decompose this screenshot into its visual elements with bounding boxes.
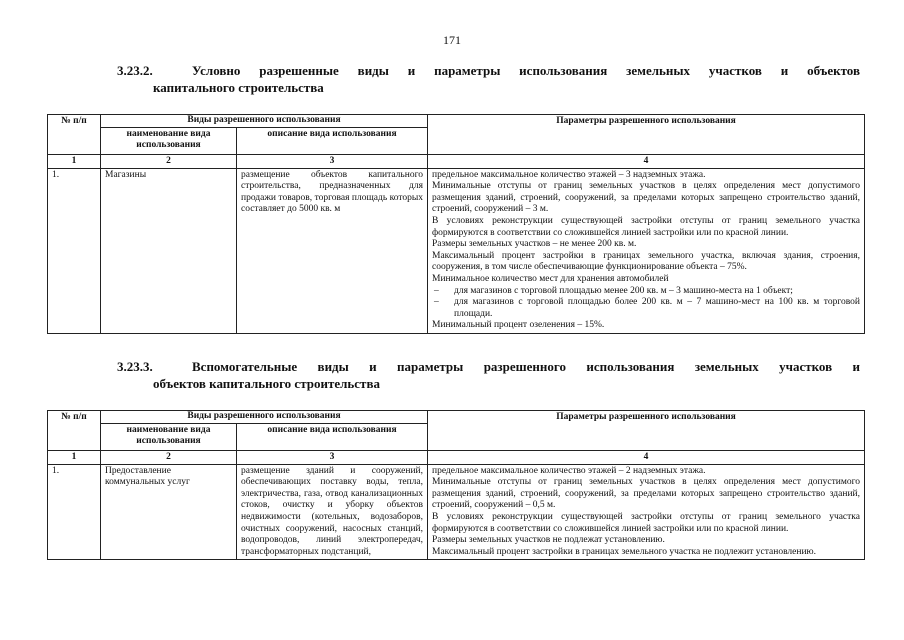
table-conditional-uses	[47, 114, 865, 334]
table-auxiliary-uses	[47, 410, 865, 560]
section-title-line1: Условно разрешенные виды и параметры использования земельных участков и объектов	[192, 63, 860, 78]
dash-bullet: –	[434, 297, 439, 308]
bullet-item	[432, 297, 860, 320]
param-text: Минимальные отступы от границ земельных участков в целях определения мест допустимого размещения зданий, строений, сооружений, за пределами которых запрещено строительство зданий, строений, сооружений – 0,5 м.	[432, 477, 860, 511]
param-text: Минимальные отступы от границ земельных участков в целях определения мест допустимого размещения зданий, строений, сооружений, за пределами которых запрещено строительство зданий, строений, сооружений – 3 м.	[432, 181, 860, 215]
param-text: Минимальный процент озеленения – 15%.	[432, 320, 605, 331]
param-text: предельное максимальное количество этажей – 3 надземных этажа.	[432, 169, 706, 180]
table-row	[48, 464, 865, 560]
section-number: 3.23.2.	[117, 63, 153, 78]
header-num: № п/п	[48, 411, 101, 451]
header-num: № п/п	[48, 115, 101, 155]
section-number: 3.23.3.	[117, 359, 153, 374]
param-text: В условиях реконструкции существующей застройки отступы от границ земельного участка формируются в соответствии со сложившейся линией застройки или по красной линии.	[432, 215, 860, 238]
index-cell: 2	[101, 450, 237, 464]
index-cell: 1	[48, 450, 101, 464]
param-text: Максимальный процент застройки в границах земельного участка, включая здания, строения, сооружения, в том числе обеспечивающие функционирование объекта – 75%.	[432, 250, 860, 273]
index-cell: 2	[101, 154, 237, 168]
section-heading-2	[117, 358, 860, 392]
header-types: Виды разрешенного использования	[101, 115, 428, 128]
table-row	[48, 168, 865, 333]
index-cell: 3	[237, 154, 428, 168]
header-params: Параметры разрешенного использования	[428, 411, 865, 451]
header-types: Виды разрешенного использования	[101, 411, 428, 424]
section-heading-1	[117, 62, 860, 96]
row-num: 1.	[48, 168, 101, 333]
page-number: 171	[443, 33, 461, 47]
index-cell: 3	[237, 450, 428, 464]
section-title-line1: Вспомогательные виды и параметры разрешенного использования земельных участков и	[192, 359, 860, 374]
index-cell: 1	[48, 154, 101, 168]
header-name: наименование вида использования	[101, 423, 237, 450]
row-desc: размещение объектов капитального строительства, предназначенных для продажи товаров, торговая площадь которых составляет до 5000 кв. м	[237, 168, 428, 333]
row-params	[428, 168, 865, 333]
row-desc: размещение зданий и сооружений, обеспечивающих поставку воды, тепла, электричества, газа, отвод канализационных стоков, очистку и уборку объектов недвижимости (котельных, водозаборов, очистных сооружений, насосных станций, водопроводов, линий электропередач, трансформаторных подстанций,	[237, 464, 428, 560]
section-title-line2: объектов капитального строительства	[153, 376, 380, 391]
param-text: Максимальный процент застройки в границах земельного участка не подлежит установлению.	[432, 546, 817, 557]
dash-bullet: –	[434, 285, 439, 296]
row-name: Предоставление коммунальных услуг	[101, 464, 237, 560]
param-text: Размеры земельных участков не подлежат установлению.	[432, 535, 665, 546]
param-text: предельное максимальное количество этажей – 2 надземных этажа.	[432, 465, 706, 476]
param-text: В условиях реконструкции существующей застройки отступы от границ земельного участка формируются в соответствии со сложившейся линией застройки или по красной линии.	[432, 511, 860, 534]
bullet-item	[432, 286, 860, 298]
index-cell: 4	[428, 154, 865, 168]
header-desc: описание вида использования	[237, 423, 428, 450]
row-name: Магазины	[101, 168, 237, 333]
header-desc: описание вида использования	[237, 127, 428, 154]
param-text: Минимальное количество мест для хранения автомобилей	[432, 273, 669, 284]
section-title-line2: капитального строительства	[153, 80, 324, 95]
header-params: Параметры разрешенного использования	[428, 115, 865, 155]
bullet-text: для магазинов с торговой площадью менее 200 кв. м – 3 машино-места на 1 объект;	[454, 285, 793, 296]
row-num: 1.	[48, 464, 101, 560]
param-text: Размеры земельных участков – не менее 200 кв. м.	[432, 239, 637, 250]
row-params	[428, 464, 865, 560]
bullet-text: для магазинов с торговой площадью более 200 кв. м – 7 машино-мест на 100 кв. м торговой площади.	[454, 297, 860, 319]
header-name: наименование вида использования	[101, 127, 237, 154]
index-cell: 4	[428, 450, 865, 464]
